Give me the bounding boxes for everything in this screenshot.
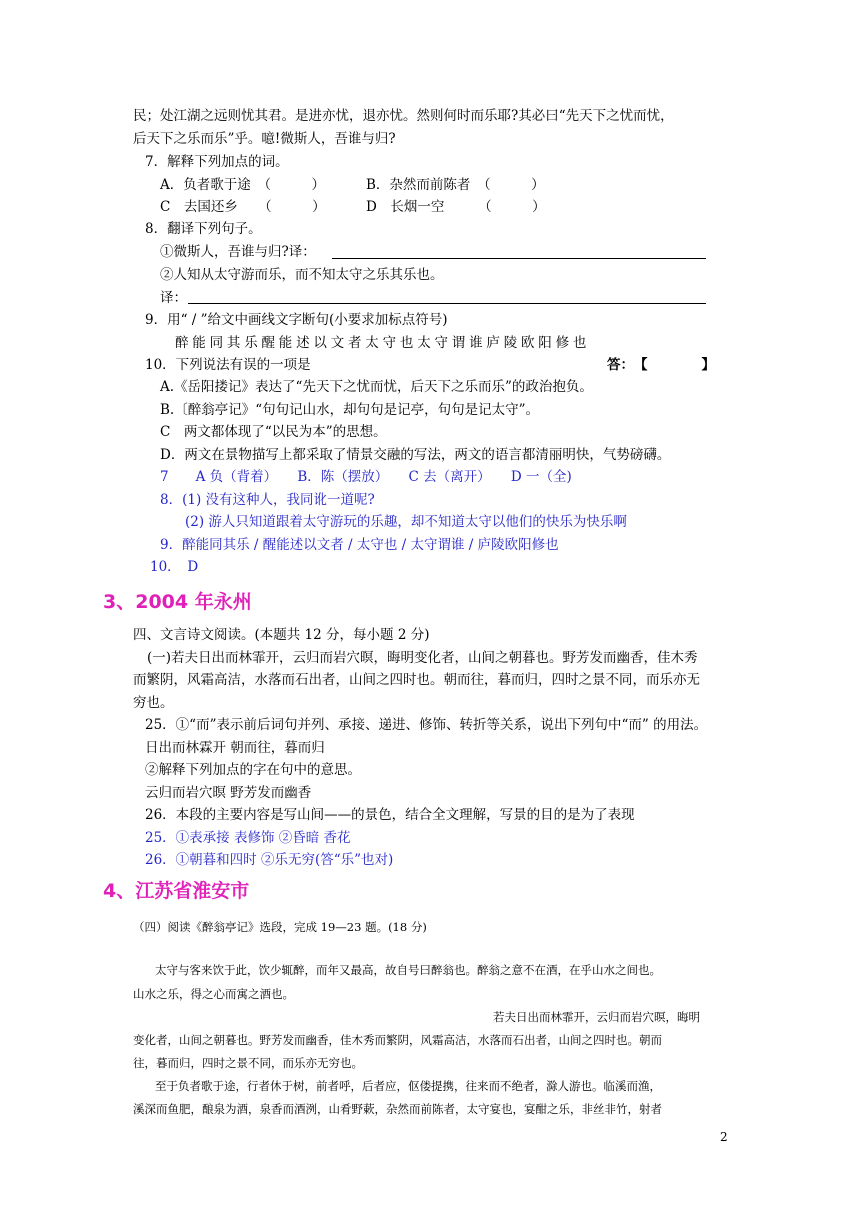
answer-line [332,258,706,259]
answer-25: 25．①表承接 表修饰 ②昏暗 香花 [145,830,351,846]
section-intro: （四）阅读《醉翁亭记》选段，完成 19—23 题。(18 分) [133,920,427,934]
section-heading: 4、江苏省淮安市 [103,880,250,902]
answer-26: 26．①朝暮和四时 ②乐无穷(答“乐”也对) [145,852,394,868]
answer-8-1: 8．(1) 没有这种人，我同讹一道呢? [160,492,375,508]
q7-option-a: A．负者歌于途 （ ） [160,177,325,193]
q10-answer-slot: 答： 【 】 [607,357,715,373]
q10-option-d: D．两文在景物描写上都采取了情景交融的写法，两文的语言都清丽明快，气势磅礴。 [160,447,671,463]
passage-line: 若夫日出而林霏开，云归而岩穴暝，晦明 [493,1010,700,1024]
answer-10: 10． D [150,559,199,575]
question-8: 8．翻译下列句子。 [145,221,262,237]
q8-sentence-1: ①微斯人，吾谁与归?译： [160,244,316,260]
passage-line: 而繁阴，风霜高洁，水落而石出者，山间之四时也。朝而往，暮而归，四时之景不同，而乐亦无 [133,672,700,688]
passage-line: 溪深而鱼肥，酿泉为酒，泉香而酒洌，山肴野蔌，杂然而前陈者，太守宴也，宴酣之乐，非丝非竹，射者 [133,1102,662,1116]
q7-option-c: C 去国还乡 （ ） [160,199,326,215]
passage-line: 变化者，山间之朝暮也。野芳发而幽香，佳木秀而繁阴，风霜高洁，水落而石出者，山间之四时也。朝而 [133,1033,662,1047]
q10-option-c: C 两文都体现了“以民为本”的思想。 [160,424,387,440]
q25-part-2: ②解释下列加点的字在句中的意思。 [145,762,361,778]
answer-line [188,303,706,304]
q25-example-1: 日出而林霖开 朝而往，暮而归 [145,740,325,756]
q9-text: 醉能同其乐醒能述以文者太守也太守谓谁庐陵欧阳修也 [175,335,591,351]
section-heading: 3、2004 年永州 [103,591,252,613]
q7-option-b: B．杂然而前陈者 （ ） [366,177,545,193]
page-number: 2 [720,1130,728,1144]
passage-line: 往，暮而归，四时之景不同，而乐亦无穷也。 [133,1056,363,1070]
passage-line: 穷也。 [133,695,174,711]
q7-option-d: D 长烟一空 （ ） [366,199,546,215]
section-intro: 四、文言诗文阅读。(本题共 12 分，每小题 2 分) [133,627,430,643]
passage-line: 至于负者歌于途，行者休于树，前者呼，后者应，伛偻提携，往来而不绝者，滁人游也。临溪而渔， [155,1079,661,1093]
question-9: 9．用“ / ”给文中画线文字断句(小要求加标点符号) [145,312,448,328]
q25-example-2: 云归而岩穴暝 野芳发而幽香 [145,785,312,801]
answer-8-2: (2) 游人只知道跟着太守游玩的乐趣，却不知道太守以他们的快乐为快乐啊 [185,514,627,530]
question-25: 25．①“而”表示前后词句并列、承接、递进、修饰、转折等关系，说出下列句中“而” 的用法。 [145,717,708,733]
answer-7: 7 A 负（背着） B．陈（摆放） C 去（离开） D 一（全) [160,469,572,485]
question-7: 7．解释下列加点的词。 [145,154,289,170]
answer-9: 9．醉能同其乐 / 醒能述以文者 / 太守也 / 太守谓谁 / 庐陵欧阳修也 [160,537,559,553]
q8-sentence-2: ②人知从太守游而乐，而不知太守之乐其乐也。 [160,267,444,283]
passage-line: 太守与客来饮于此，饮少辄醉，而年又最高，故自号曰醉翁也。醉翁之意不在酒，在乎山水之间也。 [155,963,661,977]
passage-line: 民；处江湖之远则忧其君。是进亦忧，退亦忧。然则何时而乐耶?其必曰“先天下之忧而忧， [133,108,674,124]
passage-line: (一)若夫日出而林霏开，云归而岩穴暝，晦明变化者，山间之朝暮也。野芳发而幽香，佳木秀 [147,650,698,666]
passage-line: 后天下之乐而乐”乎。噫!微斯人，吾谁与归? [133,131,396,147]
passage-line: 山水之乐，得之心而寓之酒也。 [133,987,294,1001]
q8-translation-label: 译： [160,290,187,306]
q10-option-a: A.《岳阳搂记》表达了“先天下之忧而忧，后天下之乐而乐”的政治抱负。 [160,379,593,395]
question-10: 10．下列说法有误的一项是 [145,357,311,373]
question-26: 26．本段的主要内容是写山间——的景色，结合全文理解，写景的目的是为了表现 [145,807,635,823]
q10-option-b: B.〔醉翁亭记》“句句记山水，却句句是记亭，句句是记太守”。 [160,402,540,418]
